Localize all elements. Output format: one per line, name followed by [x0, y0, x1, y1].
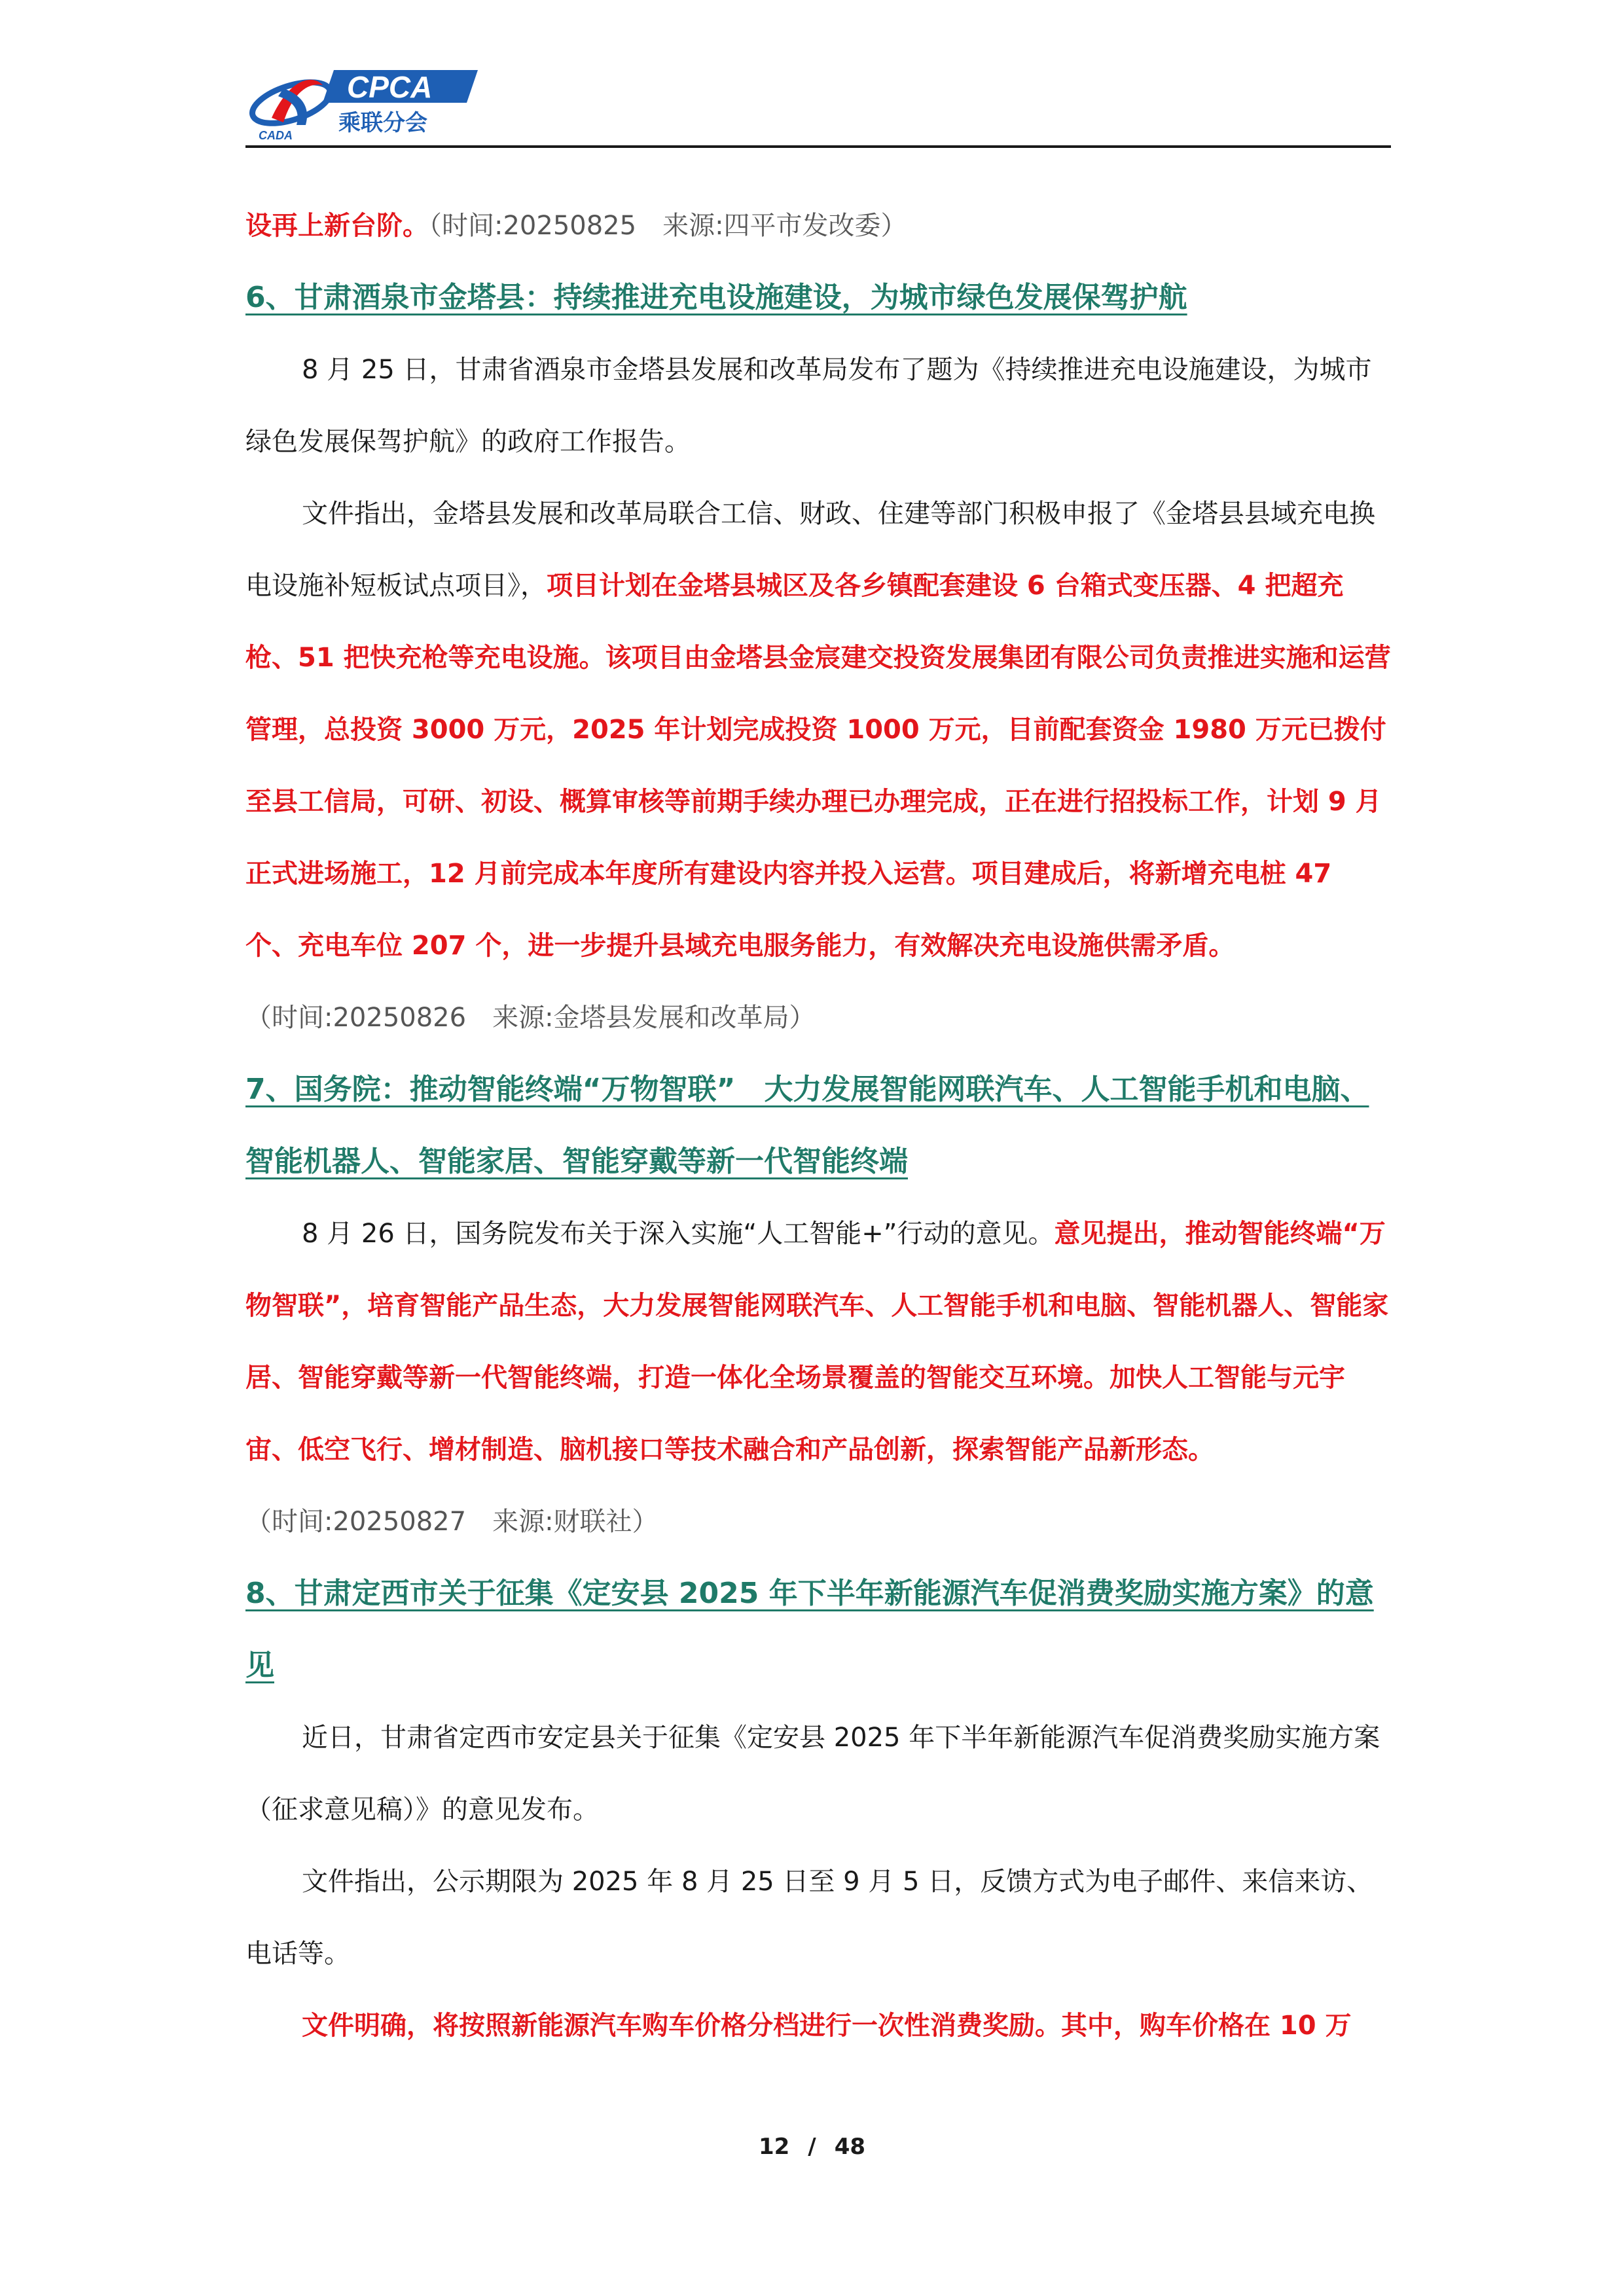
cpca-logo	[245, 62, 481, 144]
section-6-paragraph-2: 文件指出，金塔县发展和改革局联合工信、财政、住建等部门积极申报了《金塔县县域充电换电设施补短板试点项目》，项目计划在金塔县城区及各乡镇配套建设 6 台箱式变压器、4 把超充枪、51 把快充枪等充电设施。该项目由金塔县金宸建交投资发展集团有限公司负责推进实施和运营管理，总投资 3000 万元，2025 年计划完成投资 1000 万元，目前配套资金 1980 万元已拨付至县工信局，可研、初设、概算审核等前期手续办理已办理完成，正在进行招投标工作，计划 9 月正式进场施工，12 月前完成本年度所有建设内容并投入运营。项目建成后，将新增充电桩 47 个、充电车位 207 个，进一步提升县域充电服务能力，有效解决充电设施供需矛盾。	[245, 499, 1391, 961]
section-6-title: 6、甘肃酒泉市金塔县：持续推进充电设施建设，为城市绿色发展保驾护航	[245, 281, 1187, 314]
section-8-title: 8、甘肃定西市关于征集《定安县 2025 年下半年新能源汽车促消费奖励实施方案》的意见	[245, 1577, 1374, 1682]
intro-meta: （时间:20250825 来源:四平市发改委）	[429, 211, 907, 241]
intro-paragraph	[245, 190, 1391, 262]
section-6-paragraph-1: 8 月 25 日，甘肃省酒泉市金塔县发展和改革局发布了题为《持续推进充电设施建设，为城市绿色发展保驾护航》的政府工作报告。	[245, 355, 1372, 457]
section-7-paragraph: 8 月 26 日，国务院发布关于深入实施“人工智能+”行动的意见。意见提出，推动智能终端“万物智联”，培育智能产品生态，大力发展智能网联汽车、人工智能手机和电脑、智能机器人、智能家居、智能穿戴等新一代智能终端，打造一体化全场景覆盖的智能交互环境。加快人工智能与元宇宙、低空飞行、增材制造、脑机接口等技术融合和产品创新，探索智能产品新形态。	[245, 1219, 1389, 1465]
page-number	[0, 2134, 1624, 2160]
header-divider	[245, 145, 1391, 148]
document-header	[245, 62, 1391, 147]
section-8-paragraph-3: 文件明确，将按照新能源汽车购车价格分档进行一次性消费奖励。其中，购车价格在 10 万	[302, 2011, 1352, 2041]
section-7-title: 7、国务院：推动智能终端“万物智联” 大力发展智能网联汽车、人工智能手机和电脑、智能机器人、智能家居、智能穿戴等新一代智能终端	[245, 1073, 1369, 1178]
logo-small-text: CADA	[259, 129, 293, 142]
intro-red-text: 设再上新台阶。	[245, 211, 429, 241]
main-content	[245, 190, 1391, 2062]
total-pages: 48	[834, 2134, 866, 2160]
section-6-meta: （时间:20250826 来源:金塔县发展和改革局）	[245, 1003, 816, 1033]
logo-subtext: 乘联分会	[338, 110, 427, 136]
page-separator: /	[808, 2134, 816, 2160]
section-8-paragraph-1: 近日，甘肃省定西市安定县关于征集《定安县 2025 年下半年新能源汽车促消费奖励实施方案（征求意见稿）》的意见发布。	[245, 1723, 1380, 1825]
section-8-paragraph-2: 文件指出，公示期限为 2025 年 8 月 25 日至 9 月 5 日，反馈方式为电子邮件、来信来访、电话等。	[245, 1867, 1373, 1969]
section-7-meta: （时间:20250827 来源:财联社）	[245, 1507, 659, 1537]
logo-text: CPCA	[347, 70, 433, 104]
current-page: 12	[758, 2134, 790, 2160]
